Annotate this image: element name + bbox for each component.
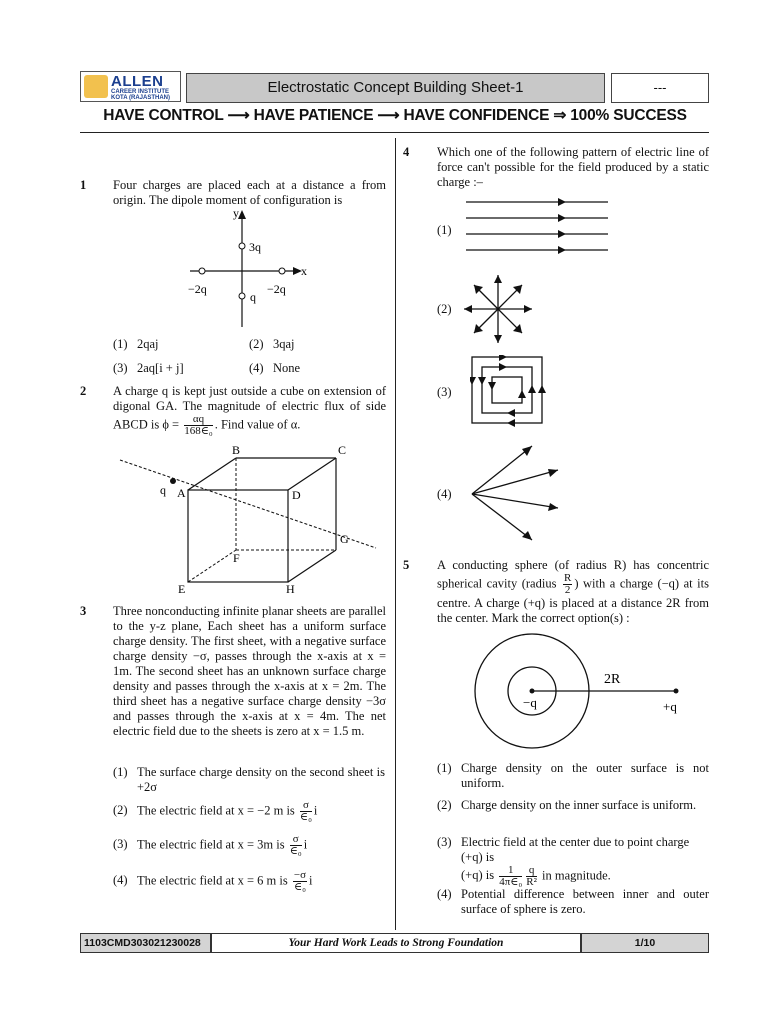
- q5-inner-charge: −q: [523, 695, 537, 710]
- q5-option-2[interactable]: (2) Charge density on the inner surface is uniform.: [437, 798, 697, 812]
- sheet-title: Electrostatic Concept Building Sheet-1: [186, 73, 605, 103]
- q3-number: 3: [80, 604, 87, 618]
- q4-number: 4: [403, 145, 410, 159]
- q4-diverging-lines-figure: [466, 440, 566, 545]
- q1-left-charge: −2q: [188, 282, 207, 296]
- q5-option-4[interactable]: (4) Potential difference between inner and outer surface of sphere is zero.: [437, 887, 709, 916]
- q1-y-label: y: [233, 206, 239, 220]
- q1-option-3[interactable]: (3) 2aq[i + j]: [113, 361, 184, 375]
- q5-text: A conducting sphere (of radius R) has concentric spherical cavity (radius $\frac{R}{2}$ ) with a charge (−q) at its centre. A charge (+q) is placed at a distance 2R from the center. Mark the correct option(s) :: [437, 558, 709, 625]
- q2-label-A: A: [177, 486, 186, 500]
- q4-parallel-lines-figure: [462, 194, 612, 264]
- q3-option-2[interactable]: (2) The electric field at x = −2 m is $\frac{\sigma}{\text{∈₀}}$ i: [113, 799, 318, 823]
- column-divider: [395, 138, 396, 930]
- q1-right-charge: −2q: [267, 282, 286, 296]
- q2-label-F: F: [233, 551, 240, 565]
- motto-banner: HAVE CONTROL ⟶ HAVE PATIENCE ⟶ HAVE CONFIDENCE ⇒ 100% SUCCESS: [103, 107, 687, 124]
- q4-option-4[interactable]: (4): [437, 487, 452, 501]
- q1-charge-figure: [180, 205, 310, 330]
- q5-outer-charge: +q: [663, 699, 677, 714]
- q1-text: Four charges are placed each at a distance a from origin. The dipole moment of configuration is: [113, 178, 386, 207]
- q3-option-1[interactable]: (1) The surface charge density on the second sheet is +2σ: [113, 765, 385, 794]
- footer-code: 1103CMD303021230028: [80, 933, 211, 953]
- q1-option-4[interactable]: (4) None: [249, 361, 301, 375]
- q1-option-1[interactable]: (1) 2qaj: [113, 337, 159, 351]
- q3-option-3[interactable]: (3) The electric field at x = 3m is $\frac{\sigma}{\text{∈₀}}$ i: [113, 833, 308, 857]
- q3-text: Three nonconducting infinite planar sheets are parallel to the y-z plane, Each sheet has a uniform surface charge density. The first sheet, with a negative surface charge density −σ, passes through the x-axis at x = 1m. The second sheet has an unknown surface charge density and passes through the x-axis at x = 2m. The third sheet has a negative surface charge density −3σ and passes through the x-axis at x = 4m. The net electric field due to the sheets is zero at x = 1.5 m.: [113, 604, 386, 738]
- q1-option-2[interactable]: (2) 3qaj: [249, 337, 295, 351]
- logo-subtitle: CAREER INSTITUTE KOTA (RAJASTHAN): [111, 89, 170, 101]
- q5-option-3[interactable]: (3) Electric field at the center due to point charge (+q) is (+q) is $\frac{1}{\text{4π∈₀}}$ $\frac{q}{\text{R²}}$ in magnitude.: [437, 835, 690, 888]
- sheet-code: ---: [611, 73, 709, 103]
- q5-number: 5: [403, 558, 410, 572]
- header-divider: [80, 132, 709, 133]
- q5-option-1[interactable]: (1) Charge density on the outer surface is not uniform.: [437, 761, 709, 790]
- q1-x-label: x: [301, 264, 307, 278]
- q4-text: Which one of the following pattern of electric line of force can't possible for the field produced by a static charge :–: [437, 145, 709, 189]
- q1-bottom-charge: q: [250, 290, 256, 304]
- q2-label-G: G: [340, 532, 349, 546]
- q3-option-4[interactable]: (4) The electric field at x = 6 m is $\frac{-\sigma}{\text{∈₀}}$ i: [113, 869, 313, 893]
- q2-label-H: H: [286, 582, 295, 596]
- q4-option-3[interactable]: (3): [437, 385, 452, 399]
- logo-brand: ALLEN: [111, 73, 164, 90]
- footer-tagline: Your Hard Work Leads to Strong Foundation: [211, 933, 581, 953]
- footer-page-number: 1/10: [581, 933, 709, 953]
- q4-closed-loops-figure: [470, 355, 546, 427]
- q4-option-1[interactable]: (1): [437, 223, 452, 237]
- q2-label-B: B: [232, 443, 241, 457]
- allen-logo: [80, 71, 181, 102]
- q2-text: A charge q is kept just outside a cube on extension of digonal GA. The magnitude of electric flux of side ABCD is ϕ = $\frac{\alpha q}{\text{168∈₀}}$ . Find value of α.: [113, 384, 386, 437]
- q2-label-C: C: [338, 443, 347, 457]
- q2-number: 2: [80, 384, 87, 398]
- q2-label-E: E: [178, 582, 186, 596]
- logo-emblem-icon: [84, 75, 108, 98]
- q2-cube-figure: [118, 440, 383, 598]
- q4-option-2[interactable]: (2): [437, 302, 452, 316]
- q4-radial-lines-figure: [462, 273, 534, 345]
- q1-number: 1: [80, 178, 87, 192]
- q2-label-D: D: [292, 488, 301, 502]
- q1-top-charge: 3q: [249, 240, 261, 254]
- q2-label-q: q: [160, 483, 166, 497]
- q5-distance-label: 2R: [604, 672, 621, 687]
- q5-sphere-figure: [462, 633, 702, 753]
